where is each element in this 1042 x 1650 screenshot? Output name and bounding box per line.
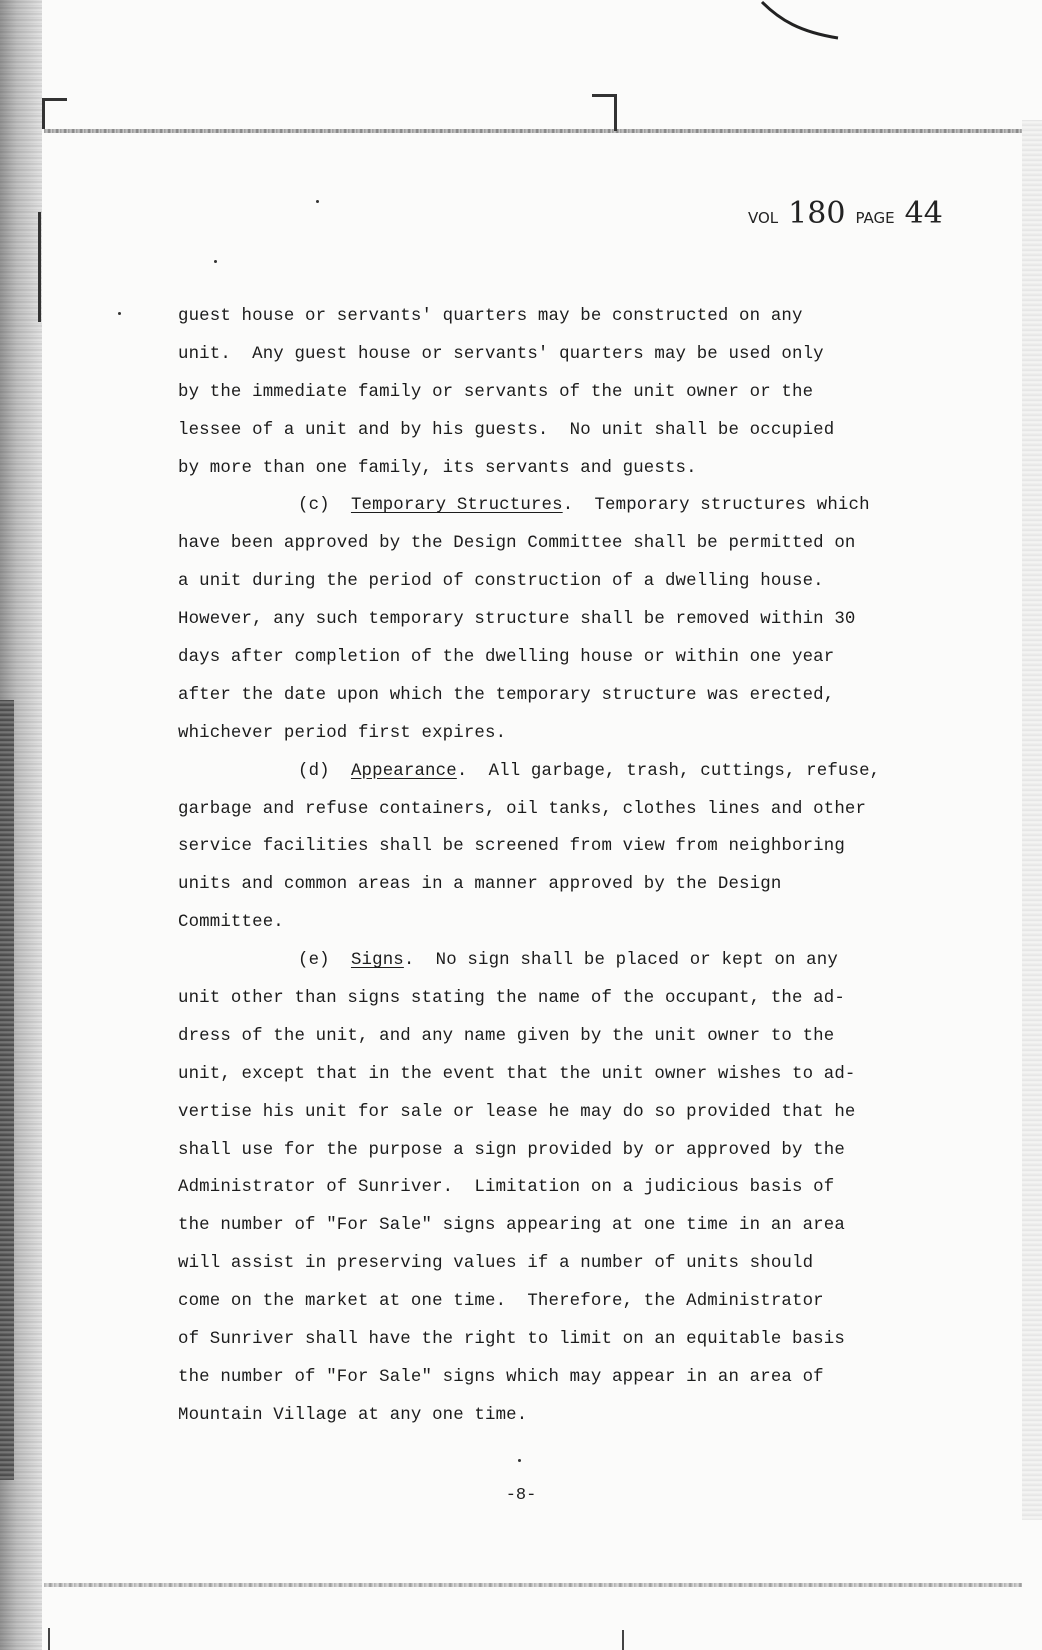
bottom-tick-mid [622, 1630, 624, 1650]
scan-speck [316, 200, 319, 203]
text-line [178, 1018, 968, 1056]
text-line [178, 942, 968, 980]
subsection-heading: Temporary Structures [350, 496, 563, 516]
text-line [178, 374, 968, 412]
line-text: days after completion of the dwelling house or within one year [178, 648, 835, 668]
line-text: have been approved by the Design Committee shall be permitted on [178, 534, 856, 554]
line-text: Mountain Village at any one time. [178, 1405, 528, 1425]
line-text: units and common areas in a manner approved by the Design [178, 875, 782, 895]
text-line [178, 1132, 968, 1170]
text-line [178, 298, 968, 336]
line-text: . All garbage, trash, cuttings, refuse, [456, 761, 881, 781]
line-text: of Sunriver shall have the right to limit on an equitable basis [178, 1330, 845, 1350]
scan-bottom-rule [44, 1583, 1022, 1587]
line-text: by more than one family, its servants and guests. [178, 458, 697, 478]
line-text: by the immediate family or servants of the unit owner or the [178, 382, 814, 402]
line-text: . No sign shall be placed or kept on any [403, 951, 838, 971]
line-text: come on the market at one time. Therefore, the Administrator [178, 1292, 824, 1312]
text-line [178, 563, 968, 601]
scan-speck [118, 312, 121, 315]
line-text: unit other than signs stating the name of the occupant, the ad- [178, 989, 845, 1009]
text-line [178, 601, 968, 639]
line-text: shall use for the purpose a sign provided by or approved by the [178, 1140, 845, 1160]
line-text: Administrator of Sunriver. Limitation on a judicious basis of [178, 1178, 835, 1198]
line-text: unit, except that in the event that the unit owner wishes to ad- [178, 1064, 856, 1084]
subsection-heading: Appearance [350, 761, 457, 781]
line-text: lessee of a unit and by his guests. No unit shall be occupied [178, 420, 835, 440]
text-line [178, 791, 968, 829]
text-line [178, 715, 968, 753]
text-line [178, 487, 968, 525]
vol-number: 180 [788, 196, 846, 231]
line-text: Committee. [178, 913, 284, 933]
line-text: whichever period first expires. [178, 723, 507, 743]
scan-speck [214, 260, 217, 263]
text-line [178, 866, 968, 904]
text-line [178, 1321, 968, 1359]
vol-label: VOL [748, 209, 779, 227]
text-line [178, 1397, 968, 1435]
scan-edge-right [1022, 120, 1042, 1520]
margin-bar [38, 212, 41, 322]
subsection-marker: (e) [298, 951, 330, 971]
line-text: . Temporary structures which [562, 496, 870, 516]
subsection-marker: (c) [298, 496, 330, 516]
text-line [178, 753, 968, 791]
corner-bracket-left [42, 98, 67, 129]
text-line [178, 336, 968, 374]
text-line [178, 904, 968, 942]
text-line [178, 450, 968, 488]
text-line [178, 828, 968, 866]
text-line [178, 677, 968, 715]
line-text: service facilities shall be screened from view from neighboring [178, 837, 845, 857]
subsection-marker: (d) [298, 761, 330, 781]
subsection-heading: Signs [350, 951, 404, 971]
pen-stroke-mark [760, 0, 840, 42]
line-text: will assist in preserving values if a number of units should [178, 1254, 814, 1274]
line-text: after the date upon which the temporary structure was erected, [178, 685, 835, 705]
text-line [178, 1056, 968, 1094]
text-line [178, 1094, 968, 1132]
corner-bracket-mid [592, 94, 617, 131]
text-line [178, 1245, 968, 1283]
line-text: garbage and refuse containers, oil tanks, clothes lines and other [178, 799, 867, 819]
scan-speck [518, 1459, 521, 1462]
bottom-tick-left [48, 1628, 50, 1650]
line-text: dress of the unit, and any name given by the unit owner to the [178, 1026, 835, 1046]
line-text: the number of "For Sale" signs appearing at one time in an area [178, 1216, 845, 1236]
text-line [178, 1207, 968, 1245]
text-line [178, 639, 968, 677]
line-text: a unit during the period of construction of a dwelling house. [178, 572, 824, 592]
page-number-stamp: 44 [904, 196, 943, 231]
scan-shadow-left [0, 700, 14, 1480]
text-line [178, 1169, 968, 1207]
line-text: However, any such temporary structure shall be removed within 30 [178, 610, 856, 630]
body-text [178, 298, 968, 1435]
text-line [178, 1283, 968, 1321]
text-line [178, 1359, 968, 1397]
page-label: PAGE [855, 209, 895, 227]
line-text: unit. Any guest house or servants' quarters may be used only [178, 344, 824, 364]
text-line [178, 525, 968, 563]
line-text: the number of "For Sale" signs which may appear in an area of [178, 1367, 824, 1387]
line-text: guest house or servants' quarters may be constructed on any [178, 307, 803, 326]
line-text: vertise his unit for sale or lease he may do so provided that he [178, 1102, 856, 1122]
footer-page-number: -8- [505, 1486, 537, 1505]
scan-top-rule [44, 129, 1022, 133]
text-line [178, 412, 968, 450]
volume-page-stamp [748, 196, 943, 236]
text-line [178, 980, 968, 1018]
